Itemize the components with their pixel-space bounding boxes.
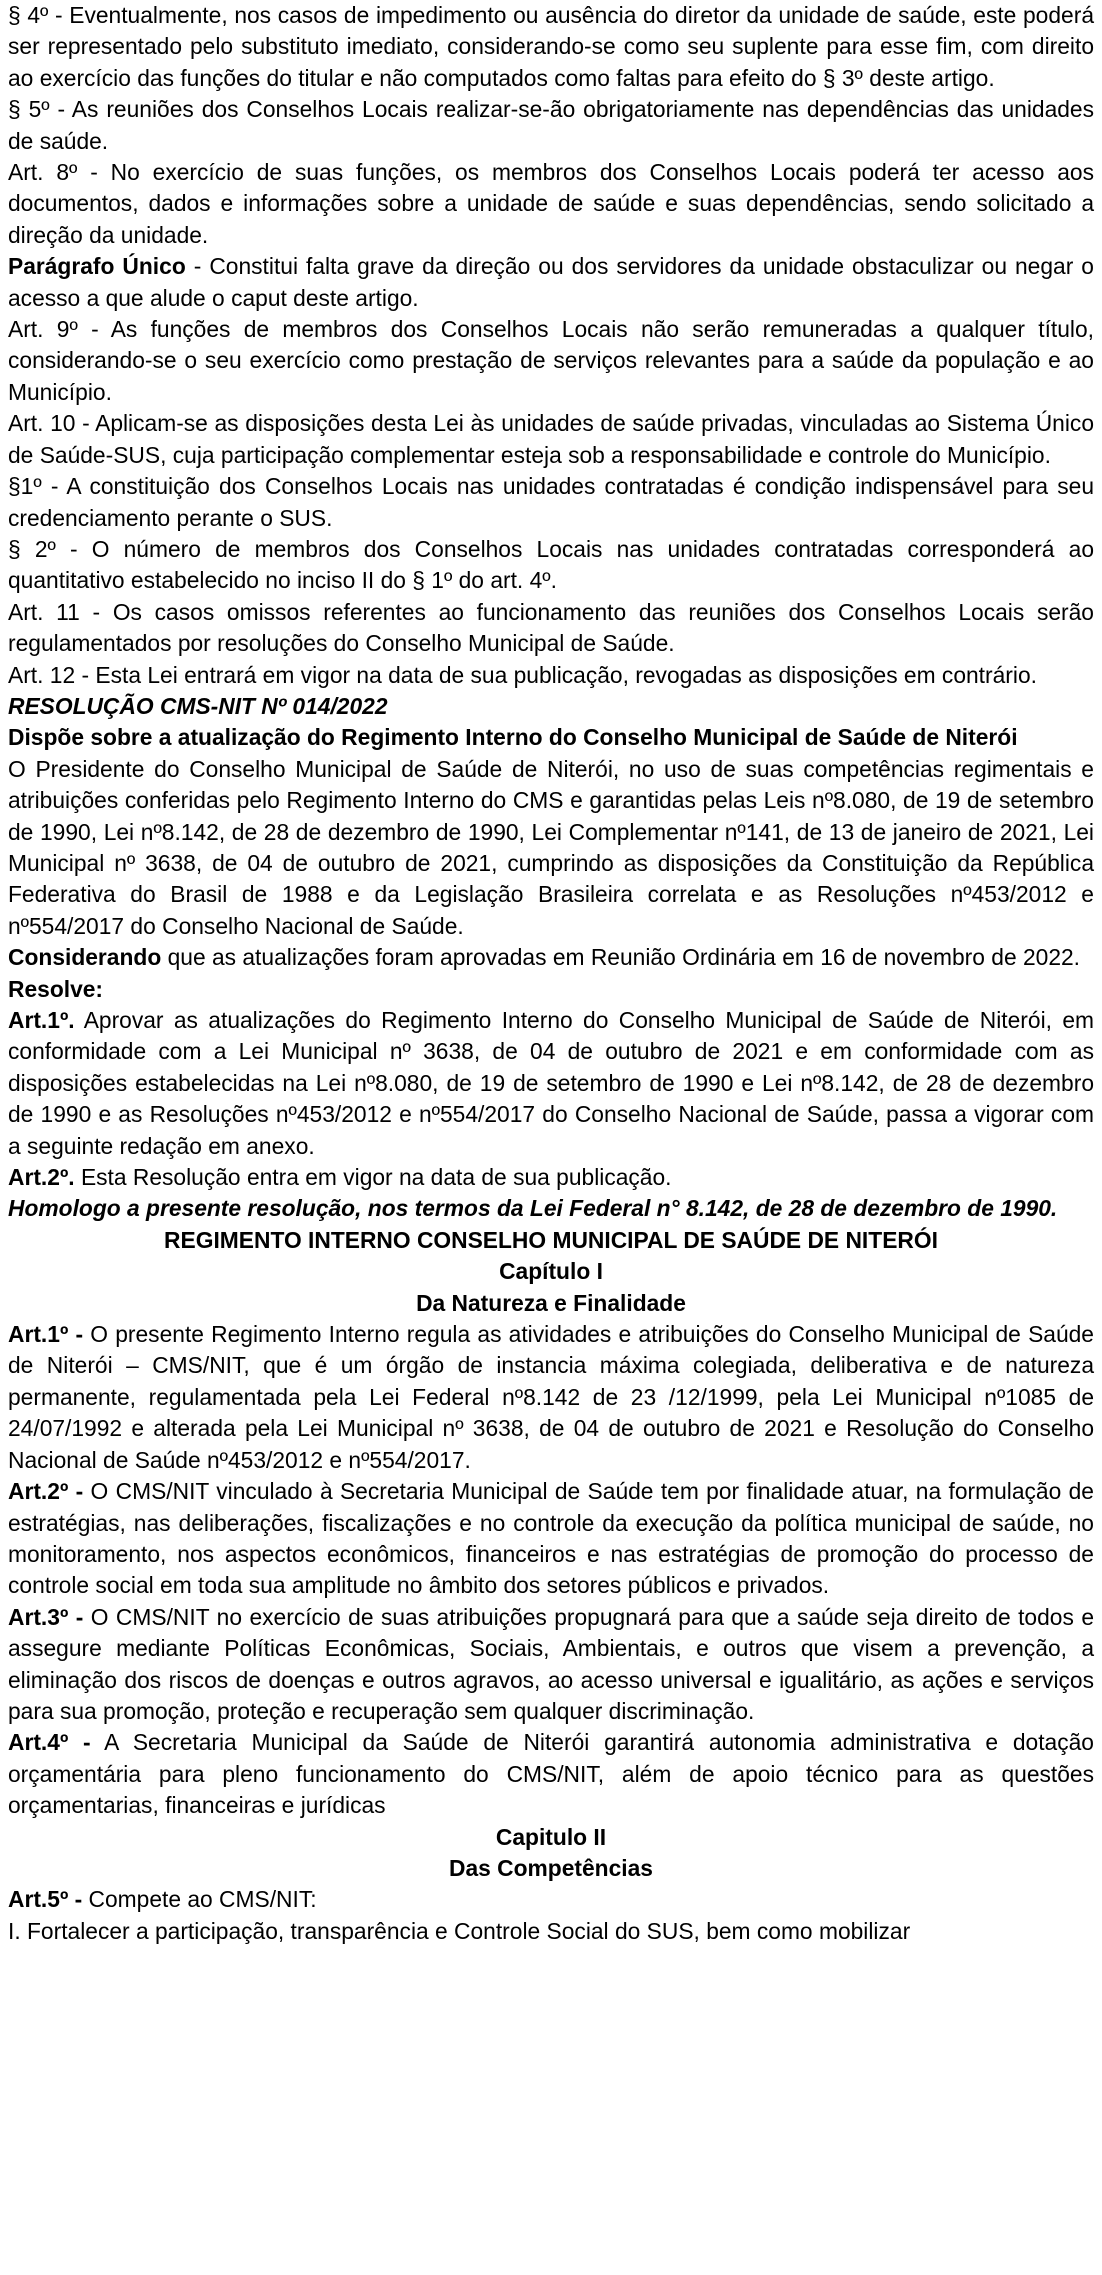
paragraph-art8: Art. 8º - No exercício de suas funções, os membros dos Conselhos Locais poderá ter acesso aos documentos, dados e informações sobre a unidade de saúde e suas dependências, sendo solicitado a direção da unidade. xyxy=(8,159,1094,248)
paragraph-art12: Art. 12 - Esta Lei entrará em vigor na data de sua publicação, revogadas as disposições em contrário. xyxy=(8,661,1037,688)
considerando-text: que as atualizações foram aprovadas em Reunião Ordinária em 16 de novembro de 2022. xyxy=(161,944,1081,971)
paragraph-par5: § 5º - As reuniões dos Conselhos Locais realizar-se-ão obrigatoriamente nas dependências das unidades de saúde. xyxy=(8,96,1094,154)
chapter-2-name: Das Competências xyxy=(449,1854,653,1881)
regimento-art3 xyxy=(8,1602,1094,1728)
paragraph-art11: Art. 11 - Os casos omissos referentes ao funcionamento das reuniões dos Conselhos Locais serão regulamentados por resoluções do Conselho Municipal de Saúde. xyxy=(8,598,1094,657)
resolution-art1-lead: Art.1º. xyxy=(8,1007,75,1033)
regimento-art3-lead: Art.3º - xyxy=(8,1603,84,1630)
resolution-art1 xyxy=(8,1005,1094,1162)
resolution-subject: Dispõe sobre a atualização do Regimento Interno do Conselho Municipal de Saúde de Niterói xyxy=(8,724,1018,751)
paragraph-par4: § 4º - Eventualmente, nos casos de impedimento ou ausência do diretor da unidade de saúde, este poderá ser representado pelo substituto imediato, considerando-se como seu suplente para esse fim, com direito ao exercício das funções do titular e não computados como faltas para efeito do § 3º deste artigo. xyxy=(8,2,1094,91)
chapter-1-name: Da Natureza e Finalidade xyxy=(416,1289,686,1316)
regimento-art3-text: O CMS/NIT no exercício de suas atribuições propugnará para que a saúde seja direito de todos e assegure mediante Políticas Econômicas, Sociais, Ambientais, e outros que visem a prevenção, a eliminação dos riscos de doenças e outros agravos, ao acesso universal e igualitário, as ações e serviços para sua promoção, proteção e recuperação sem qualquer discriminação. xyxy=(8,1603,1094,1724)
regimento-art5-item-i: I. Fortalecer a participação, transparência e Controle Social do SUS, bem como mobilizar xyxy=(8,1917,911,1944)
regimento-art1-text: O presente Regimento Interno regula as atividades e atribuições do Conselho Municipal de Saúde de Niterói – CMS/NIT, que é um órgão de instancia máxima colegiada, deliberativa e de natureza permanente, regulamentada pela Lei Federal nº8.142 de 23 /12/1999, pela Lei Municipal nº1085 de 24/07/1992 e alterada pela Lei Municipal nº 3638, de 04 de outubro de 2021 e Resolução do Conselho Nacional de Saúde nº453/2012 e nº554/2017. xyxy=(8,1321,1094,1473)
resolution-considerando xyxy=(8,942,1094,973)
paragraph-unico xyxy=(8,251,1094,314)
regimento-art4 xyxy=(8,1727,1094,1821)
regimento-art1 xyxy=(8,1319,1094,1476)
chapter-1-heading: Capítulo I xyxy=(499,1258,603,1285)
paragraph-art10: Art. 10 - Aplicam-se as disposições desta Lei às unidades de saúde privadas, vinculadas ao Sistema Único de Saúde-SUS, cuja participação complementar esteja sob a responsabilidade e controle do Município. xyxy=(8,410,1094,468)
regimento-art2-text: O CMS/NIT vinculado à Secretaria Municipal de Saúde tem por finalidade atuar, na formulação de estratégias, nas deliberações, fiscalizações e no controle da execução da política municipal de saúde, no monitoramento, nos aspectos econômicos, financeiros e nas estratégias de promoção do processo de controle social em toda sua amplitude no âmbito dos setores públicos e privados. xyxy=(8,1478,1094,1599)
regimento-art5 xyxy=(8,1884,1094,1915)
paragraph-art9: Art. 9º - As funções de membros dos Conselhos Locais não serão remuneradas a qualquer título, considerando-se o seu exercício como prestação de serviços relevantes para a saúde da população e ao Município. xyxy=(8,316,1094,405)
regimento-art2-lead: Art.2º - xyxy=(8,1478,84,1505)
considerando-lead: Considerando xyxy=(8,944,162,971)
resolution-art2-text: Esta Resolução entra em vigor na data de sua publicação. xyxy=(74,1164,672,1191)
resolution-resolve: Resolve: xyxy=(8,975,104,1002)
resolution-art2-lead: Art.2º. xyxy=(8,1164,75,1191)
regimento-art5-lead: Art.5º - xyxy=(8,1886,83,1913)
regimento-title: REGIMENTO INTERNO CONSELHO MUNICIPAL DE SAÚDE DE NITERÓI xyxy=(164,1226,938,1253)
resolution-art2 xyxy=(8,1162,1094,1193)
paragraph-unico-text: - Constitui falta grave da direção ou dos servidores da unidade obstaculizar ou negar o acesso a que alude o caput deste artigo. xyxy=(8,253,1094,311)
regimento-art5-text: Compete ao CMS/NIT: xyxy=(82,1886,317,1913)
regimento-art1-lead: Art.1º - xyxy=(8,1321,84,1348)
resolution-homologo: Homologo a presente resolução, nos termos da Lei Federal n° 8.142, de 28 de dezembro de 1990. xyxy=(8,1195,1058,1222)
regimento-art2 xyxy=(8,1476,1094,1602)
regimento-art4-lead: Art.4º - xyxy=(8,1729,91,1756)
resolution-art1-text: Aprovar as atualizações do Regimento Interno do Conselho Municipal de Saúde de Niterói, em conformidade com a Lei Municipal nº 3638, de 04 de outubro de 2021 e em conformidade com as disposições estabelecidas na Lei nº8.080, de 19 de setembro de 1990 e Lei nº8.142, de 28 de dezembro de 1990 e as Resoluções nº453/2012 e nº554/2017 do Conselho Nacional de Saúde, passa a vigorar com a seguinte redação em anexo. xyxy=(8,1007,1094,1159)
chapter-2-heading: Capitulo II xyxy=(495,1823,607,1850)
paragraph-art10-par2: § 2º - O número de membros dos Conselhos Locais nas unidades contratadas corresponderá ao quantitativo estabelecido no inciso II do § 1º do art. 4º. xyxy=(8,535,1094,594)
paragraph-unico-lead: Parágrafo Único xyxy=(8,253,186,280)
paragraph-art10-par1: §1º - A constituição dos Conselhos Locais nas unidades contratadas é condição indispensável para seu credenciamento perante o SUS. xyxy=(8,473,1094,531)
resolution-title: RESOLUÇÃO CMS-NIT Nº 014/2022 xyxy=(8,692,388,719)
resolution-preamble: O Presidente do Conselho Municipal de Saúde de Niterói, no uso de suas competências regimentais e atribuições conferidas pelo Regimento Interno do CMS e garantidas pelas Leis nº8.080, de 19 de setembro de 1990, Lei nº8.142, de 28 de dezembro de 1990, Lei Complementar nº141, de 13 de janeiro de 2021, Lei Municipal nº 3638, de 04 de outubro de 2021, cumprindo as disposições da Constituição da República Federativa do Brasil de 1988 e da Legislação Brasileira correlata e as Resoluções nº453/2012 e nº554/2017 do Conselho Nacional de Saúde. xyxy=(8,755,1094,939)
regimento-art4-text: A Secretaria Municipal da Saúde de Niterói garantirá autonomia administrativa e dotação orçamentária para pleno funcionamento do CMS/NIT, além de apoio técnico para as questões orçamentarias, financeiras e jurídicas xyxy=(8,1729,1094,1819)
